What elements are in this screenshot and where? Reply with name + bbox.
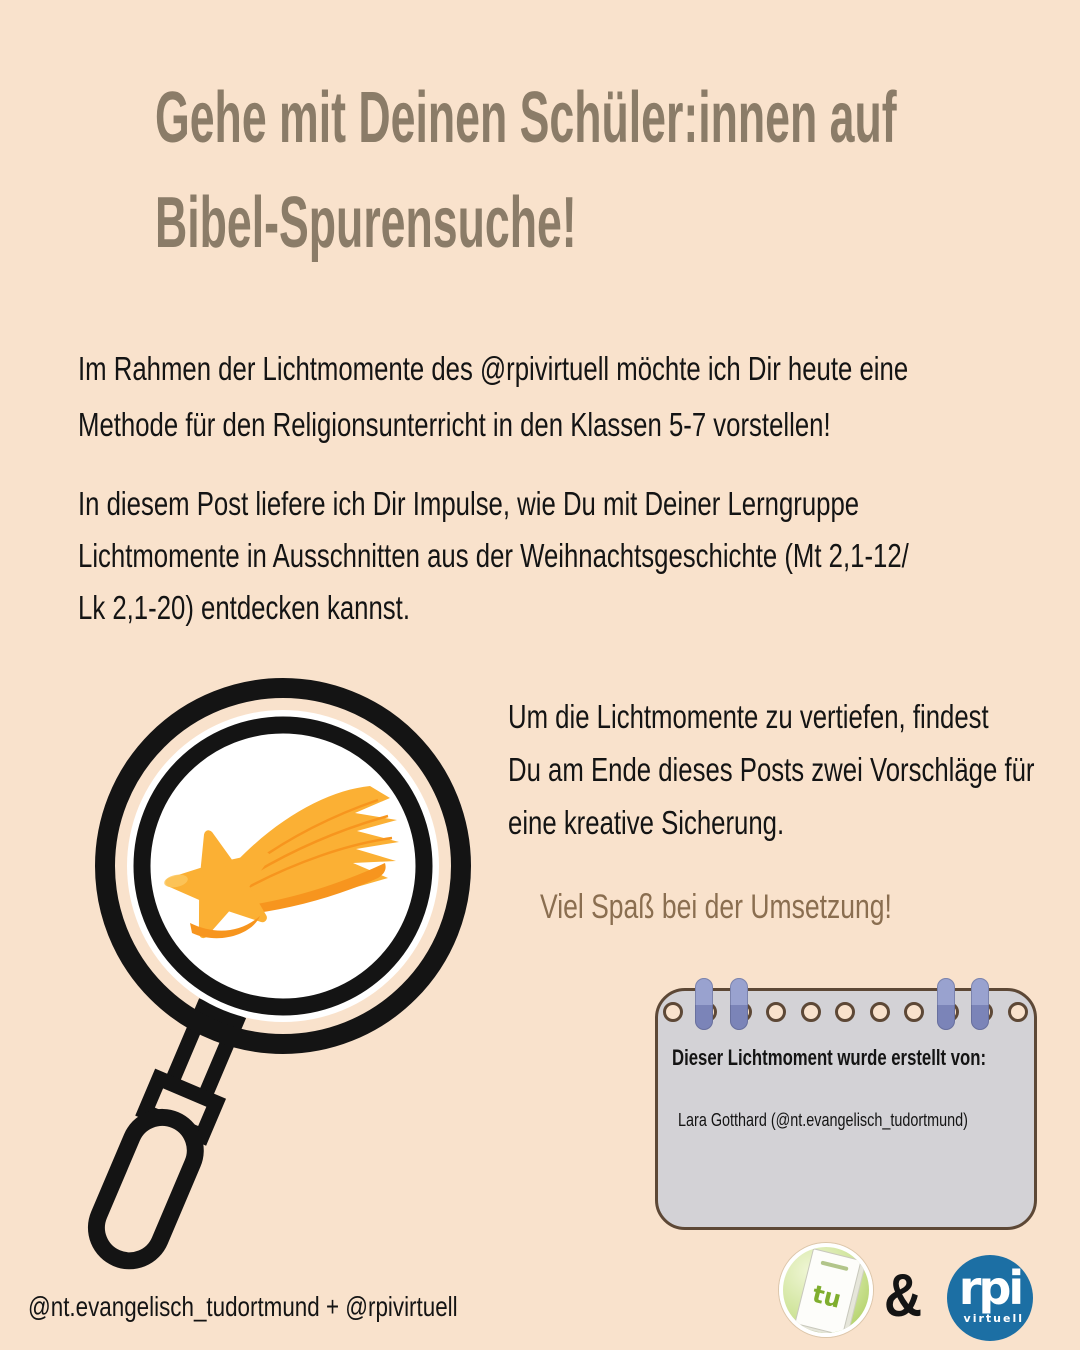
binder-ring-icon: [730, 978, 748, 1030]
credit-card-heading: Dieser Lichtmoment wurde erstellt von:: [672, 1045, 987, 1070]
rpi-logo-label: rpi: [958, 1261, 1022, 1315]
binder-hole: [766, 1002, 786, 1022]
intro-paragraph-line: Methode für den Religionsunterricht in den Klassen 5-7 vorstellen!: [78, 406, 831, 443]
post-title-line-2: [155, 183, 835, 263]
binder-hole: [1008, 1002, 1028, 1022]
magnifying-glass-illustration: [40, 648, 500, 1348]
credit-card-author: Lara Gotthard (@nt.evangelisch_tudortmund): [678, 1110, 968, 1130]
tu-brochure-icon: [794, 1248, 861, 1336]
rpi-logo-sublabel: virtuell: [963, 1312, 1024, 1325]
impulse-paragraph-line: Lichtmomente in Ausschnitten aus der Weihnachtsgeschichte (Mt 2,1-12/: [78, 537, 909, 574]
binder-hole: [835, 1002, 855, 1022]
binder-ring-icon: [695, 978, 713, 1030]
tu-dortmund-logo: [779, 1243, 873, 1337]
cta-text: Viel Spaß bei der Umsetzung!: [540, 888, 892, 926]
tu-brochure-coverline: [820, 1260, 848, 1271]
binder-hole: [870, 1002, 890, 1022]
footer-handles: @nt.evangelisch_tudortmund + @rpivirtuell: [28, 1291, 458, 1322]
binder-hole: [801, 1002, 821, 1022]
post-title-text: Bibel-Spurensuche!: [155, 183, 577, 263]
intro-paragraph-line: Im Rahmen der Lichtmomente des @rpivirtuell möchte ich Dir heute eine: [78, 350, 909, 387]
impulse-paragraph-line: Lk 2,1-20) entdecken kannst.: [78, 589, 410, 626]
post-title-text: Gehe mit Deinen Schüler:innen auf: [155, 78, 897, 158]
binder-ring-icon: [971, 978, 989, 1030]
deepen-paragraph-line: Du am Ende dieses Posts zwei Vorschläge für: [508, 751, 1035, 788]
tu-logo-label: tu: [809, 1279, 845, 1314]
deepen-paragraph-line: eine kreative Sicherung.: [508, 804, 785, 841]
rpi-virtuell-logo: [947, 1255, 1033, 1341]
deepen-paragraph-line: Um die Lichtmomente zu vertiefen, findest: [508, 698, 989, 735]
binder-hole: [663, 1002, 683, 1022]
post-title-line-1: [155, 78, 1080, 158]
binder-ring-icon: [937, 978, 955, 1030]
binder-hole: [904, 1002, 924, 1022]
impulse-paragraph-line: In diesem Post liefere ich Dir Impulse, wie Du mit Deiner Lerngruppe: [78, 485, 860, 522]
ampersand-text: &: [884, 1262, 923, 1329]
